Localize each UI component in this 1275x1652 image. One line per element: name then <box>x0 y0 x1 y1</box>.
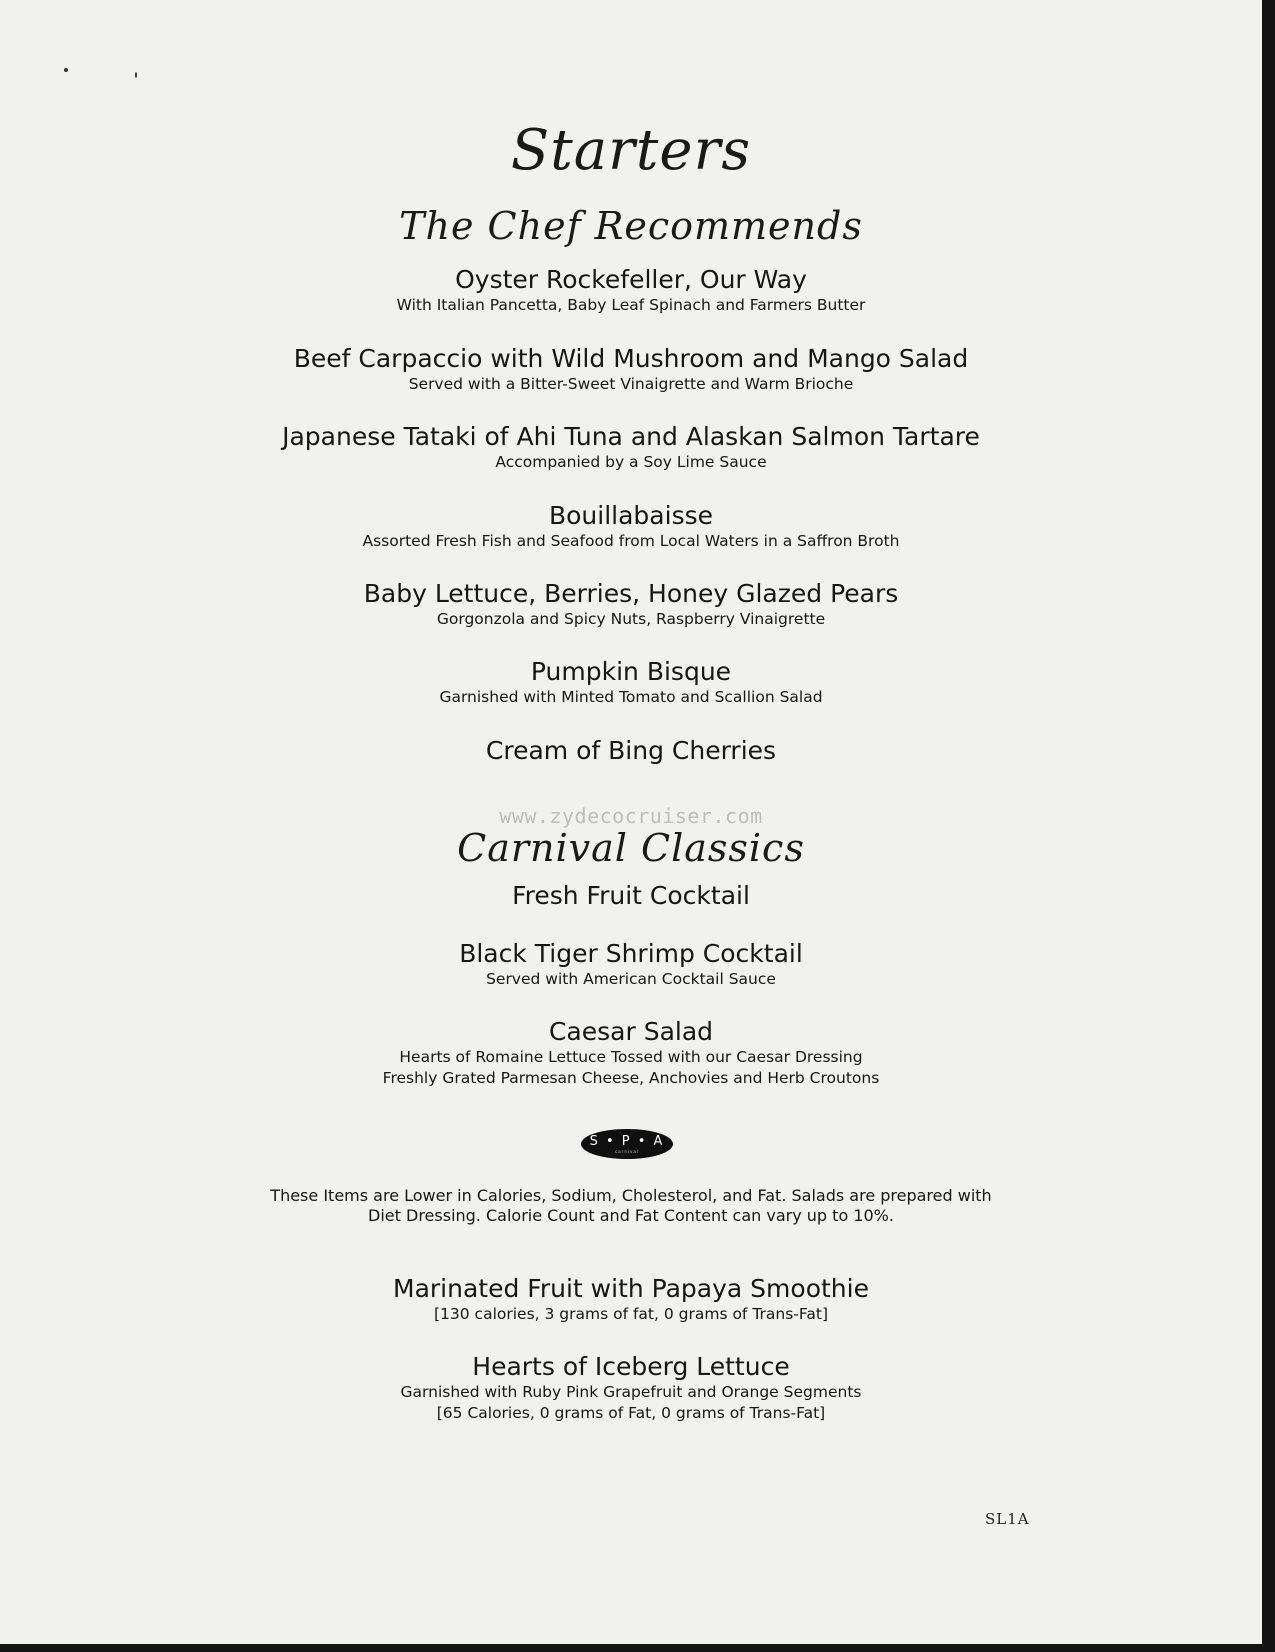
menu-item <box>0 580 1262 629</box>
item-description: Served with a Bitter-Sweet Vinaigrette and Warm Brioche <box>408 375 854 393</box>
section-heading-chef-recommends: The Chef Recommends <box>399 204 863 248</box>
item-description: Garnished with Minted Tomato and Scallion Salad <box>439 688 823 706</box>
item-name: Black Tiger Shrimp Cocktail <box>459 939 803 968</box>
item-description: Hearts of Romaine Lettuce Tossed with our Caesar Dressing <box>399 1048 863 1066</box>
item-name: Beef Carpaccio with Wild Mushroom and Mango Salad <box>293 344 969 373</box>
spa-note-line: Diet Dressing. Calorie Count and Fat Content can vary up to 10%. <box>368 1206 894 1225</box>
item-name: Caesar Salad <box>548 1017 714 1046</box>
item-name: Bouillabaisse <box>548 501 713 530</box>
item-description: Gorgonzola and Spicy Nuts, Raspberry Vinaigrette <box>436 610 826 628</box>
menu-item <box>0 940 1262 989</box>
spa-logo <box>581 1129 673 1159</box>
item-description: Served with American Cocktail Sauce <box>486 970 776 988</box>
menu-item <box>0 737 1262 765</box>
spa-diet-note <box>0 1186 1262 1226</box>
item-name: Oyster Rockefeller, Our Way <box>455 265 807 294</box>
item-description: Accompanied by a Soy Lime Sauce <box>495 453 767 471</box>
item-description: Assorted Fresh Fish and Seafood from Local Waters in a Saffron Broth <box>362 532 900 550</box>
menu-item <box>0 882 1262 910</box>
spa-logo-subtext: carnival <box>615 1148 639 1154</box>
menu-item <box>0 345 1262 394</box>
menu-item <box>0 1275 1262 1324</box>
item-name: Japanese Tataki of Ahi Tuna and Alaskan Salmon Tartare <box>282 422 980 451</box>
page-title: Starters <box>510 118 752 183</box>
item-description: [65 Calories, 0 grams of Fat, 0 grams of Trans-Fat] <box>436 1404 826 1422</box>
spa-note-line: These Items are Lower in Calories, Sodium, Cholesterol, and Fat. Salads are prepared with <box>270 1186 992 1205</box>
scan-speck <box>135 72 137 78</box>
menu-item <box>0 1353 1262 1423</box>
item-description: [130 calories, 3 grams of fat, 0 grams of Trans-Fat] <box>433 1305 828 1323</box>
item-name: Cream of Bing Cherries <box>485 736 777 765</box>
item-name: Fresh Fruit Cocktail <box>512 881 750 910</box>
menu-item <box>0 266 1262 315</box>
watermark: www.zydecocruiser.com <box>499 804 763 828</box>
item-name: Marinated Fruit with Papaya Smoothie <box>393 1274 869 1303</box>
menu-item <box>0 502 1262 551</box>
menu-item <box>0 658 1262 707</box>
item-description: Freshly Grated Parmesan Cheese, Anchovies and Herb Croutons <box>382 1069 880 1087</box>
menu-item <box>0 423 1262 472</box>
scan-speck <box>64 68 68 72</box>
page-code: SL1A <box>985 1510 1030 1528</box>
section-heading-carnival-classics: Carnival Classics <box>457 826 805 870</box>
menu-item <box>0 1018 1262 1088</box>
item-description: With Italian Pancetta, Baby Leaf Spinach and Farmers Butter <box>396 296 866 314</box>
item-description: Garnished with Ruby Pink Grapefruit and Orange Segments <box>400 1383 862 1401</box>
item-name: Pumpkin Bisque <box>530 657 732 686</box>
item-name: Hearts of Iceberg Lettuce <box>472 1352 790 1381</box>
spa-logo-letters: S • P • A <box>589 1133 665 1149</box>
item-name: Baby Lettuce, Berries, Honey Glazed Pears <box>363 579 899 608</box>
